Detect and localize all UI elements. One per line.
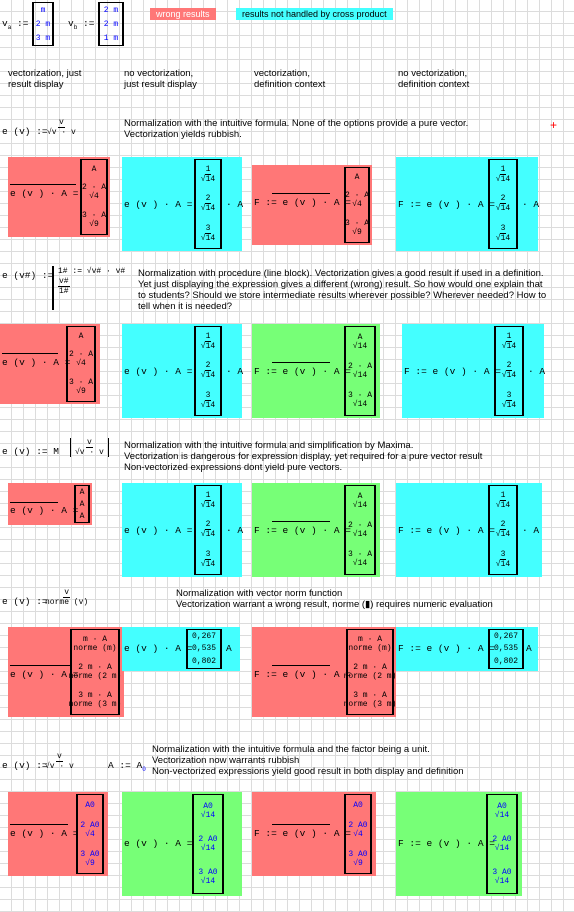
s4-block-nonvectorized-definition[interactable] [396,627,538,671]
s3-b4-times-a: · A [522,525,540,536]
section-2-description: Normalization with procedure (line block). Vectorization gives a good result if used in a definition. Yet just displaying the expression gives a different (wrong) result. So how would one explain that to students? Should we store intermediate results wherever possible? Wherever needed? How to tell when it is needed? [138,268,547,312]
s3-b1-expression: e (v ) · A = [10,505,79,516]
s5-b4-expression: F := e (v ) · A = [398,838,495,849]
s4-block-vectorized-definition[interactable] [252,627,396,717]
s4-b4-expression: F := e (v ) · A = [398,643,495,654]
s2-block-vectorized-display[interactable] [0,324,100,404]
s3-b2-result-matrix: $\frac{1}{√14}$ $\frac{2}{√14}$ $\frac{3}{√14}$ [194,485,222,575]
section-4-description: Normalization with vector norm function Vectorization warrant a wrong result, norme (▮) requires numeric evaluation [176,588,493,610]
vb-definition-label: $v_b$ := [68,18,95,31]
s4-block-nonvectorized-display[interactable] [122,627,240,671]
s1-b4-times-a: · A [522,199,540,210]
s2-b1-expression: e (v ) · A = [2,357,71,368]
s4-b1-result-matrix: m · A norme (m) 2 m · A norme (2 m) 3 m · A norme (3 m) [70,629,120,715]
s2-b2-times-a: · A [226,366,244,377]
s1-block-nonvectorized-definition[interactable] [396,157,538,251]
s5-block-vectorized-definition[interactable] [252,792,376,876]
s1-b1-expression: e (v ) · A = [10,188,79,199]
va-matrix[interactable]: m 2 m 3 m [32,2,54,46]
legend-not-handled: results not handled by cross product [236,8,393,20]
s3-b3-expression: F := e (v ) · A = [254,525,351,536]
section-2-definition[interactable]: e (v#) := [2,270,54,281]
s1-b3-result-matrix: A 2 · A √4 3 · A √9 [344,167,370,243]
legend-wrong-results: wrong results [150,8,216,20]
s2-b3-result-matrix: A √14 2 · A √14 3 · A √14 [344,326,376,416]
section-1-description: Normalization with the intuitive formula. None of the options provide a pure vector. Vectorization yields rubbish. [124,118,469,140]
s2-b4-expression: F := e (v ) · A = [404,366,501,377]
s1-b4-result-matrix: $\frac{1}{√14}$ $\frac{2}{√14}$ $\frac{3}{√14}$ [488,159,518,249]
s4-block-vectorized-display[interactable] [8,627,124,717]
s1-b2-times-a: · A [226,199,244,210]
section-5-definition-fraction: $\frac{v}{√v \cdot v}$ [45,752,74,771]
va-definition-label: $v_a$ := [2,18,29,31]
s3-block-vectorized-display[interactable] [8,483,92,525]
s3-block-nonvectorized-display[interactable] [122,483,242,577]
s3-b2-times-a: · A [226,525,244,536]
section-3-description: Normalization with the intuitive formula and simplification by Maxima. Vectorization is dangerous for expression display, yet required for a pure vector result Non-vectorized expressions dont yield pure vectors. [124,440,483,473]
section-2-line-block[interactable]: 1# := √v# · v# v# 1# [52,266,125,310]
s5-b2-result-matrix: A0 √14 2 A0 √14 3 A0 √14 [192,794,224,894]
s2-b2-result-matrix: $\frac{1}{√14}$ $\frac{2}{√14}$ $\frac{3}{√14}$ [194,326,222,416]
section-3-definition-fraction: $\frac{v}{√v \cdot v}$ [70,438,109,457]
s3-b1-result-matrix: A A A [74,485,90,523]
column-header-4: no vectorization, definition context [398,68,470,90]
s4-b2-result-matrix: 0,267 0,535 0,802 [186,629,222,669]
s3-b4-result-matrix: $\frac{1}{√14}$ $\frac{2}{√14}$ $\frac{3}{√14}$ [488,485,518,575]
s5-block-nonvectorized-definition[interactable] [396,792,522,896]
vb-matrix[interactable]: 2 m 2 m 1 m [98,2,124,46]
s1-block-nonvectorized-display[interactable] [122,157,242,251]
s1-b3-expression: F := e (v ) · A = [254,197,351,208]
column-header-1: vectorization, just result display [8,68,82,90]
s5-b1-expression: e (v ) · A = [10,828,79,839]
column-header-3: vectorization, definition context [254,68,326,90]
s1-block-vectorized-display[interactable] [8,157,110,237]
s1-b1-result-matrix: A 2 · A √4 3 · A √9 [80,159,108,235]
add-region-icon[interactable]: + [550,118,558,132]
section-1-definition-fraction: $\frac{v}{√v \cdot v}$ [47,118,76,137]
s4-b3-result-matrix: m · A norme (m) 2 m · A norme (2 m) 3 m · A norme (3 m) [346,629,394,715]
section-4-definition[interactable]: e (v) := [2,596,48,607]
s2-b2-expression: e (v ) · A = [124,366,193,377]
s3-b2-expression: e (v ) · A = [124,525,193,536]
s5-b1-result-matrix: A0 2 A0 √4 3 A0 √9 [76,794,104,874]
s1-block-vectorized-definition[interactable] [252,165,372,245]
s5-b4-result-matrix: A0 √14 2 A0 √14 3 A0 √14 [486,794,518,894]
s3-block-nonvectorized-definition[interactable] [396,483,542,577]
section-4-definition-fraction: v norme (v) [45,588,89,607]
s2-b4-times-a: · A [528,366,546,377]
s5-b2-expression: e (v ) · A = [124,838,193,849]
s5-block-nonvectorized-display[interactable] [122,792,242,896]
section-1-definition[interactable]: e (v) := [2,126,48,137]
s2-b1-result-matrix: A 2 · A √4 3 · A √9 [66,326,96,402]
column-header-2: no vectorization, just result display [124,68,197,90]
s5-b3-expression: F := e (v ) · A = [254,828,351,839]
s5-block-vectorized-display[interactable] [8,792,108,876]
a-definition[interactable]: A := $A_0$ [108,760,146,773]
s2-b4-result-matrix: $\frac{1}{√14}$ $\frac{2}{√14}$ $\frac{3}{√14}$ [494,326,524,416]
section-3-definition[interactable]: e (v) := M [2,446,60,457]
s4-b4-result-matrix: 0,267 0,535 0,802 [488,629,524,669]
s4-b1-expression: e (v ) · A = [10,669,79,680]
s5-b3-result-matrix: A0 2 A0 √4 3 A0 √9 [344,794,372,874]
s2-block-vectorized-definition[interactable] [252,324,380,418]
s2-block-nonvectorized-definition[interactable] [402,324,544,418]
s3-block-vectorized-definition[interactable] [252,483,380,577]
section-5-definition[interactable]: e (v) := [2,760,48,771]
maxima-icon [40,440,58,456]
s3-b4-expression: F := e (v ) · A = [398,525,495,536]
s4-b2-times-a: A [226,643,232,654]
s4-b3-expression: F := e (v ) · A = [254,669,351,680]
s2-b3-expression: F := e (v ) · A = [254,366,351,377]
s1-b4-expression: F := e (v ) · A = [398,199,495,210]
s1-b2-result-matrix: $\frac{1}{√14}$ $\frac{2}{√14}$ $\frac{3}{√14}$ [194,159,222,249]
s4-b2-expression: e (v ) · A = [124,643,193,654]
s4-b4-times-a: A [526,643,532,654]
section-5-description: Normalization with the intuitive formula and the factor being a unit. Vectorization now warrants rubbish Non-vectorized expressions yield good result in both display and definition [152,744,464,777]
s3-b3-result-matrix: A √14 2 · A √14 3 · A √14 [344,485,376,575]
s2-block-nonvectorized-display[interactable] [122,324,242,418]
s1-b2-expression: e (v ) · A = [124,199,193,210]
